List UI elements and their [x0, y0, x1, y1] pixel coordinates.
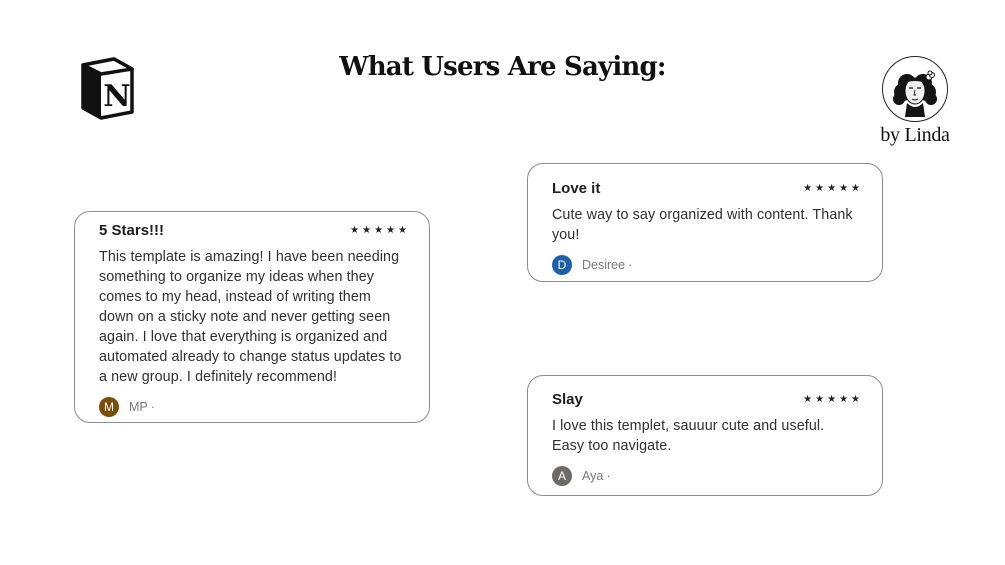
review-title: Love it [552, 180, 601, 197]
review-card [527, 375, 883, 496]
star-icon: ★ [362, 224, 372, 236]
logo-letter: N [103, 79, 131, 114]
review-title: 5 Stars!!! [99, 222, 165, 239]
author-separator: · [150, 400, 155, 414]
star-icon: ★ [827, 182, 837, 194]
star-icon: ★ [374, 224, 384, 236]
star-icon: ★ [839, 182, 849, 194]
star-icon: ★ [803, 393, 813, 405]
page-title: What Users Are Saying: [339, 52, 666, 82]
author-name: Desiree [582, 258, 626, 272]
review-title: Slay [552, 391, 583, 408]
star-rating [803, 395, 860, 405]
star-icon: ★ [803, 182, 813, 194]
review-author [552, 466, 860, 486]
author-avatar: M [99, 397, 119, 417]
star-icon: ★ [815, 182, 825, 194]
review-body: This template is amazing! I have been needing something to organize my ideas when they comes to my head, instead of writing them down on a sticky note and never getting seen again. I love that everything is organized and automated already to change status updates to a new group. I definitely recommend! [99, 249, 402, 385]
author-separator: · [628, 258, 633, 272]
star-rating [350, 226, 407, 236]
star-icon: ★ [827, 393, 837, 405]
notion-logo-icon [74, 56, 136, 120]
author-separator: · [606, 469, 611, 483]
author-byline: by Linda [880, 124, 950, 146]
author-avatar: A [552, 466, 572, 486]
star-icon: ★ [815, 393, 825, 405]
star-icon: ★ [851, 182, 860, 194]
review-author [99, 397, 407, 417]
review-card [527, 163, 883, 282]
review-body: I love this templet, sauuur cute and useful. Easy too navigate. [552, 418, 825, 454]
author-avatar: D [552, 255, 572, 275]
review-author [552, 255, 860, 275]
review-card [74, 211, 430, 423]
illustrated-woman-portrait-icon [883, 57, 947, 121]
star-rating [803, 184, 860, 194]
author-portrait [882, 56, 948, 122]
author-name: MP [129, 400, 148, 414]
author-name: Aya [582, 469, 604, 483]
review-body: Cute way to say organized with content. Thank you! [552, 207, 853, 243]
star-icon: ★ [398, 224, 407, 236]
star-icon: ★ [851, 393, 860, 405]
star-icon: ★ [386, 224, 396, 236]
star-icon: ★ [839, 393, 849, 405]
star-icon: ★ [350, 224, 360, 236]
